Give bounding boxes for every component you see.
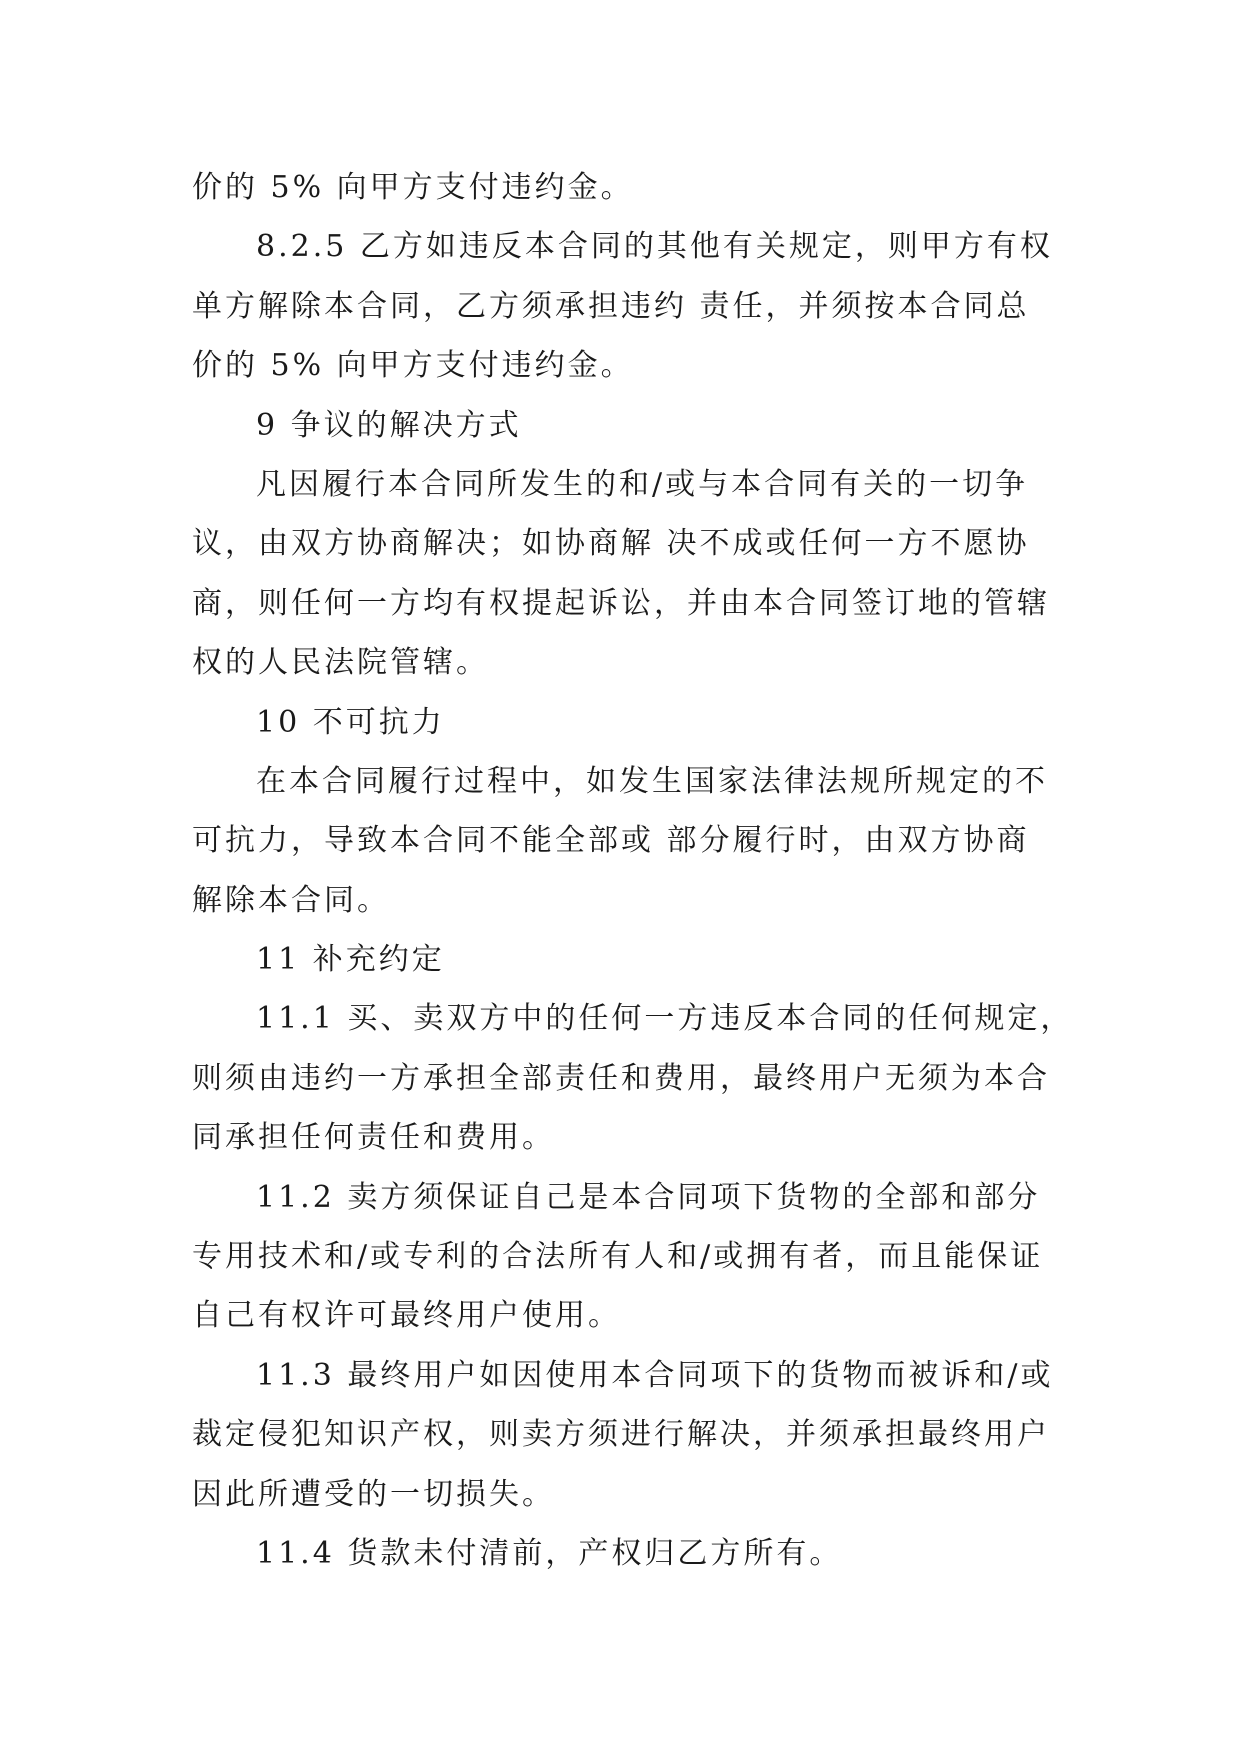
clause-11-3: 11.3 最终用户如因使用本合同项下的货物而被诉和/或 (256, 1357, 1054, 1393)
text-line: 价的 5% 向甲方支付违约金。 (192, 170, 634, 205)
clause-8-2-5: 8.2.5 乙方如违反本合同的其他有关规定，则甲方有权 (256, 229, 1053, 265)
section-10-paragraph: 在本合同履行过程中，如发生国家法律法规所规定的不 (256, 763, 1048, 799)
text-line: 自己有权许可最终用户使用。 (192, 1298, 621, 1334)
text-line: 同承担任何责任和费用。 (192, 1120, 555, 1156)
clause-11-1: 11.1 买、卖双方中的任何一方违反本合同的任何规定， (256, 1001, 1074, 1037)
text-line: 专用技术和/或专利的合法所有人和/或拥有者，而且能保证 (192, 1239, 1044, 1275)
section-heading-10: 10 不可抗力 (256, 704, 445, 740)
text-line: 裁定侵犯知识产权，则卖方须进行解决，并须承担最终用户 (192, 1417, 1050, 1453)
text-line: 商，则任何一方均有权提起诉讼，并由本合同签订地的管辖 (192, 585, 1050, 621)
text-line: 可抗力，导致本合同不能全部或 部分履行时，由双方协商 (192, 823, 1030, 859)
text-line: 权的人民法院管辖。 (192, 645, 489, 681)
text-line: 议，由双方协商解决；如协商解 决不成或任何一方不愿协 (192, 526, 1030, 562)
text-line: 单方解除本合同，乙方须承担违约 责任，并须按本合同总 (192, 288, 1030, 324)
text-line: 则须由违约一方承担全部责任和费用，最终用户无须为本合 (192, 1060, 1050, 1096)
text-line: 解除本合同。 (192, 882, 390, 918)
document-body (192, 158, 1074, 1583)
section-heading-9: 9 争议的解决方式 (256, 407, 522, 443)
clause-11-4: 11.4 货款未付清前，产权归乙方所有。 (256, 1535, 843, 1571)
text-line: 价的 5% 向甲方支付违约金。 (192, 348, 634, 384)
section-9-paragraph: 凡因履行本合同所发生的和/或与本合同有关的一切争 (256, 466, 1029, 502)
section-heading-11: 11 补充约定 (256, 942, 445, 978)
clause-11-2: 11.2 卖方须保证自己是本合同项下货物的全部和部分 (256, 1179, 1041, 1215)
text-line: 因此所遭受的一切损失。 (192, 1476, 555, 1512)
